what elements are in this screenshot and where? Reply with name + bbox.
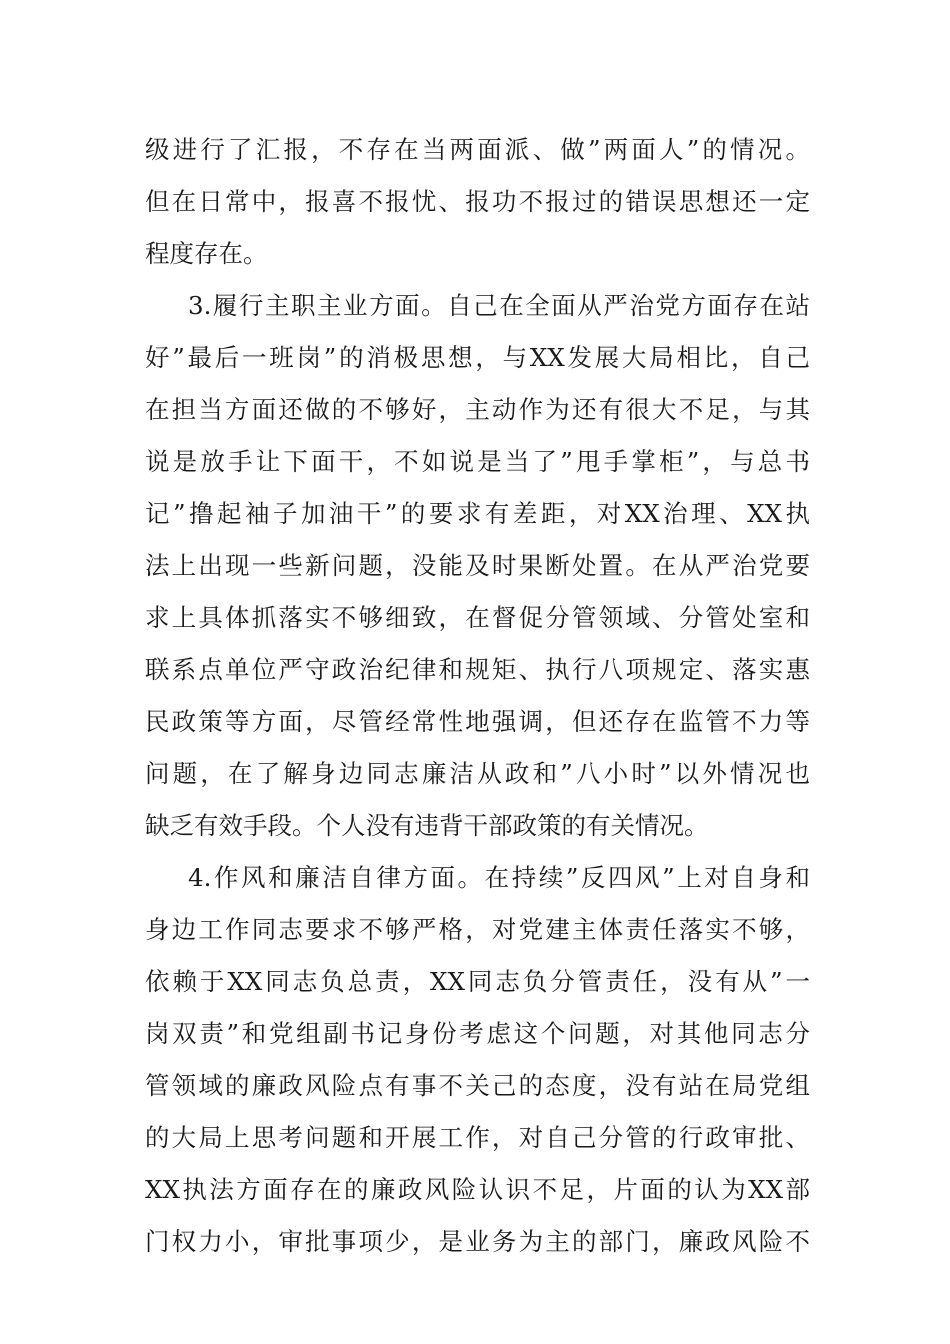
text-line-22: 门权力小，审批事项少，是业务为主的部门，廉政风险不	[145, 1227, 810, 1256]
text-line-1: 级进行了汇报，不存在当两面派、做”两面人”的情况。	[145, 135, 810, 164]
text-line-17: 依赖于XX同志负总责，XX同志负分管责任，没有从”一	[145, 967, 810, 996]
text-line-2: 但在日常中，报喜不报忧、报功不报过的错误思想还一定	[145, 187, 810, 216]
text-line-16: 身边工作同志要求不够严格，对党建主体责任落实不够，	[145, 915, 810, 944]
text-line-20: 的大局上思考问题和开展工作，对自己分管的行政审批、	[145, 1123, 810, 1152]
text-line-8: 记”撸起袖子加油干”的要求有差距，对XX治理、XX执	[145, 499, 810, 528]
text-line-10: 求上具体抓落实不够细致，在督促分管领域、分管处室和	[145, 603, 810, 632]
paragraph-4-heading-line: 4.作风和廉洁自律方面。在持续”反四风”上对自身和	[188, 863, 810, 892]
text-line-5: 好”最后一班岗”的消极思想，与XX发展大局相比，自己	[145, 343, 810, 372]
text-line-13: 问题，在了解身边同志廉洁从政和”八小时”以外情况也	[145, 759, 810, 788]
text-line-19: 管领域的廉政风险点有事不关己的态度，没有站在局党组	[145, 1071, 810, 1100]
text-line-3: 程度存在。	[145, 239, 268, 268]
text-line-11: 联系点单位严守政治纪律和规矩、执行八项规定、落实惠	[145, 655, 810, 684]
text-line-14: 缺乏有效手段。个人没有违背干部政策的有关情况。	[145, 811, 709, 840]
paragraph-3-heading-line: 3.履行主职主业方面。自己在全面从严治党方面存在站	[188, 291, 810, 320]
text-line-12: 民政策等方面，尽管经常性地强调，但还存在监管不力等	[145, 707, 810, 736]
text-line-7: 说是放手让下面干，不如说是当了”甩手掌柜”，与总书	[145, 447, 810, 476]
text-line-21: XX执法方面存在的廉政风险认识不足，片面的认为XX部	[145, 1175, 810, 1204]
text-line-6: 在担当方面还做的不够好，主动作为还有很大不足，与其	[145, 395, 810, 424]
text-line-18: 岗双责”和党组副书记身份考虑这个问题，对其他同志分	[145, 1019, 810, 1048]
text-line-9: 法上出现一些新问题，没能及时果断处置。在从严治党要	[145, 551, 810, 580]
